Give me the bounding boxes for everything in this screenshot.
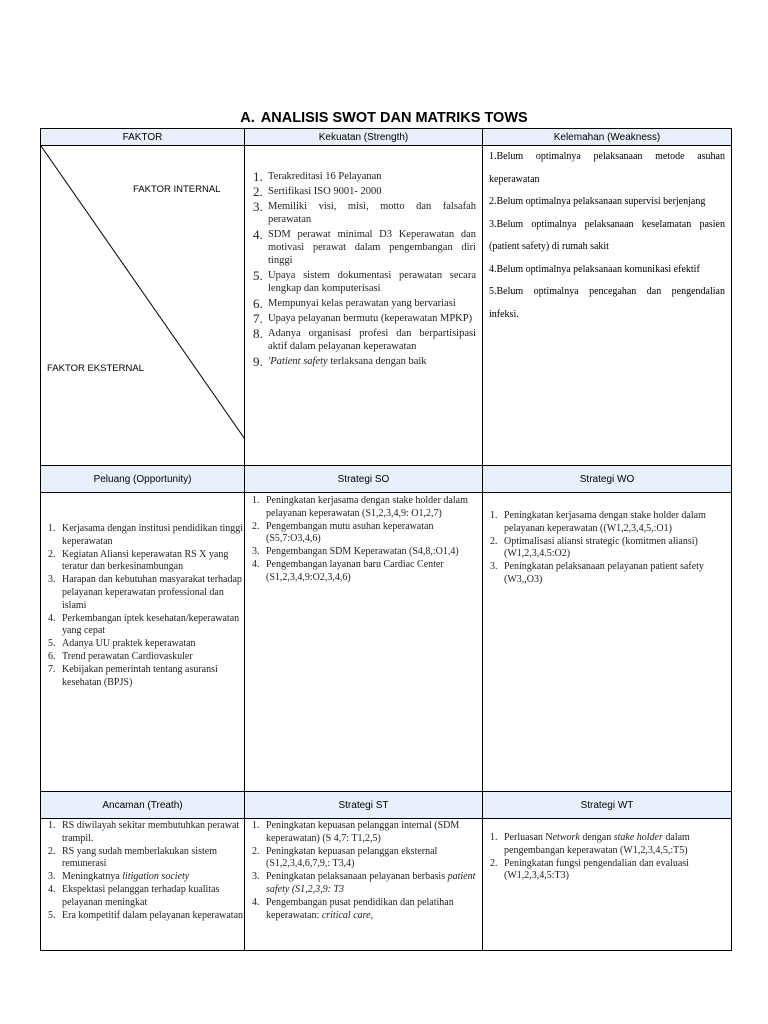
header-strategi-so: Strategi SO (245, 466, 483, 493)
opportunities-list (41, 523, 244, 689)
label-faktor-eksternal: FAKTOR EKSTERNAL (47, 363, 144, 374)
header-strategi-wo: Strategi WO (483, 466, 732, 493)
opportunity-item: Harapan dan kebutuhan masyarakat terhadap pelayanan keperawatan professional dan islami (62, 574, 242, 611)
so-item: Pengembangan layanan baru Cardiac Center (S1,2,3,4,9:O2,3,4,6) (266, 558, 444, 583)
threats-list (41, 820, 244, 922)
strategi-wt-cell (483, 819, 732, 951)
header-weakness: Kelemahan (Weakness) (483, 129, 732, 146)
strategi-st-cell (245, 819, 483, 951)
title-prefix: A. (240, 110, 255, 126)
threats-cell (41, 819, 245, 951)
threat-item: RS diwilayah sekitar membutuhkan perawat trampil. (62, 820, 240, 844)
strength-item: Adanya organisasi profesi dan berpartisipasi aktif dalam pelayanan keperawatan (268, 328, 476, 352)
strategi-so-cell (245, 493, 483, 792)
label-faktor-internal: FAKTOR INTERNAL (133, 184, 221, 195)
opportunity-item: Perkembangan iptek kesehatan/keperawatan yang cepat (62, 612, 240, 637)
header-strategi-wt: Strategi WT (483, 792, 732, 819)
strength-9-rest: terlaksana dengan baik (327, 356, 427, 367)
opportunity-item: Kerjasama dengan institusi pendidikan tinggi keperawatan (62, 523, 244, 547)
strategi-wo-list (483, 510, 731, 587)
st-item: Peningkatan kepuasan pelanggan eksternal (S1,2,3,4,6,7,9,: T3,4) (266, 845, 438, 870)
strength-item: Upaya sistem dokumentasi perawatan secara lengkap dan komputerisasi (268, 270, 476, 294)
strength-9-italic: 'Patient safety (268, 356, 328, 367)
wt-item: Perluasan Network dengan stake holder dalam pengembangan keperawatan (W1,2,3,4,5,:T5) (504, 832, 690, 856)
opportunity-item: Kegiatan Aliansi keperawatan RS X yang teratur dan berkesinambungan (62, 548, 229, 573)
header-opportunity: Peluang (Opportunity) (41, 466, 245, 493)
opportunities-cell (41, 493, 245, 792)
strength-item: Mempunyai kelas perawatan yang bervariasi (268, 298, 456, 309)
strength-item: Terakreditasi 16 Pelayanan (268, 171, 382, 182)
opportunity-item: Trend perawatan Cardiovaskuler (62, 650, 193, 662)
threat-item: RS yang sudah memberlakukan sistem remunerasi (62, 845, 217, 870)
st-item: Peningkatan kepuasan pelanggan internal (SDM keperawatan) (S 4,7: T1,2,5) (266, 820, 460, 844)
weakness-item: 5.Belum optimalnya pencegahan dan pengendalian infeksi. (489, 286, 725, 320)
opportunity-item: Adanya UU praktek keperawatan (62, 638, 196, 650)
swot-table (40, 128, 732, 951)
strength-item (247, 355, 476, 368)
threat-item: Ekspektasi pelanggan terhadap kualitas pelayanan meningkat (62, 883, 220, 908)
strategi-wo-cell (483, 493, 732, 792)
strengths-list (247, 170, 476, 368)
st-item: Pengembangan pusat pendidikan dan pelatihan keperawatan: critical care, (266, 896, 454, 921)
strength-item: SDM perawat minimal D3 Keperawatan dan motivasi perawat dalam pengembangan diri tinggi (268, 229, 476, 266)
strategi-so-list (245, 495, 482, 585)
weakness-item: 3.Belum optimalnya pelaksanaan keselamatan pasien (patient safety) di rumah sakit (489, 218, 725, 252)
opportunity-item: Kebijakan pemerintah tentang asuransi kesehatan (BPJS) (62, 663, 218, 688)
wo-item: Peningkatan kerjasama dengan stake holder dalam pelayanan keperawatan ((W1,2,3,4,5,:O1) (504, 510, 706, 534)
header-strength: Kekuatan (Strength) (245, 129, 483, 146)
threat-item: Meningkatnya litigation society (62, 871, 190, 883)
header-faktor: FAKTOR (41, 129, 245, 146)
strength-item: Sertifikasi ISO 9001- 2000 (268, 186, 382, 197)
strengths-cell (245, 146, 483, 466)
header-threat: Ancaman (Treath) (41, 792, 245, 819)
wo-item: Peningkatan pelaksanaan pelayanan patient safety (W3,,O3) (504, 561, 704, 585)
strength-item: Memiliki visi, misi, motto dan falsafah perawatan (268, 201, 476, 225)
weakness-item: 2.Belum optimalnya pelaksanaan supervisi berjenjang (489, 196, 706, 207)
so-item: Pengembangan SDM Keperawatan (S4,8,:O1,4) (266, 546, 459, 558)
threat-item: Era kompetitif dalam pelayanan keperawatan (62, 909, 244, 921)
document-title (0, 110, 768, 126)
header-strategi-st: Strategi ST (245, 792, 483, 819)
strength-item: Upaya pelayanan bermutu (keperawatan MPKP) (268, 313, 473, 324)
strategi-wt-list (483, 832, 731, 883)
so-item: Peningkatan kerjasama dengan stake holder dalam pelayanan keperawatan (S1,2,3,4,9: O1,2,7) (266, 495, 468, 519)
weaknesses-cell (483, 146, 732, 466)
weakness-item: 4.Belum optimalnya pelaksanaan komunikasi efektif (489, 263, 700, 275)
weakness-item: 1.Belum optimalnya pelaksanaan metode asuhan keperawatan (489, 151, 725, 185)
wt-item: Peningkatan fungsi pengendalian dan evaluasi (W1,2,3,4,5:T3) (504, 857, 689, 882)
strategi-st-list (245, 820, 482, 922)
title-text: ANALISIS SWOT DAN MATRIKS TOWS (260, 110, 528, 126)
wo-item: Optimalisasi aliansi strategic (komitmen aliansi) (W1,2,3,4.5:O2) (504, 535, 698, 560)
st-item: Peningkatan pelaksanaan pelayanan berbasis patient safety (S1,2,3,9: T3 (266, 871, 476, 895)
corner-cell (41, 146, 245, 466)
so-item: Pengembangan mutu asuhan keperawatan (S5,7:O3,4,6) (266, 520, 434, 545)
